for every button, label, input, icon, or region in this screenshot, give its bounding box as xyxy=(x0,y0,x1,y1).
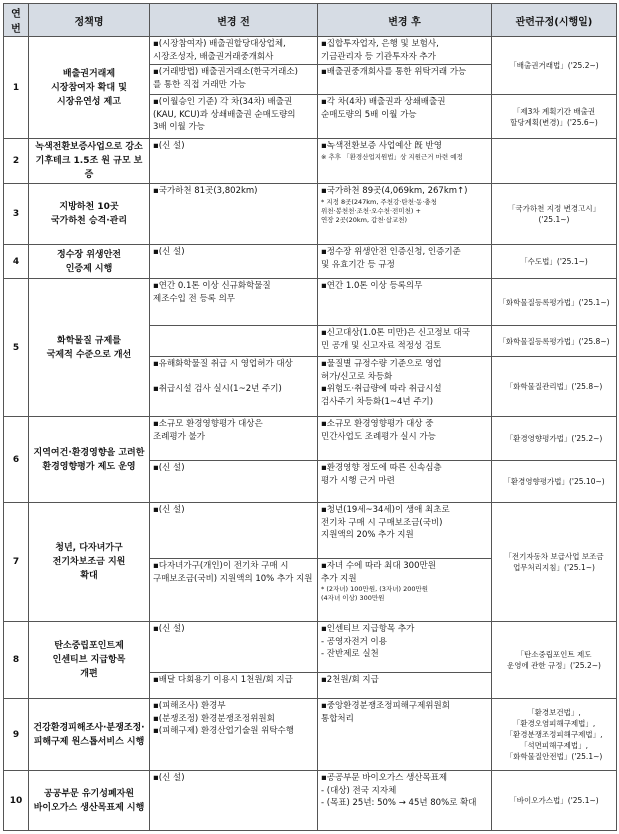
before-text: ▪배달 다회용기 이용시 1천원/회 지급 xyxy=(153,675,293,685)
regulation-cell xyxy=(492,503,617,622)
after-note: 연장 2곳(20km, 갑천·삽교천) xyxy=(321,215,408,224)
regulation-text: 「석면피해구제법」, xyxy=(519,741,589,750)
policy-name-line: 시장참여자 확대 및 xyxy=(51,82,127,93)
row-number: 4 xyxy=(4,245,29,279)
after-cell xyxy=(318,245,492,279)
before-text: ▪취급시설 검사 실시(1~2년 주기) xyxy=(153,384,282,394)
after-cell xyxy=(318,279,492,326)
after-cell xyxy=(318,622,492,673)
regulation-cell xyxy=(492,417,617,461)
regulation-text: 「탄소중립포인트 제도 xyxy=(516,650,592,659)
regulation-text: 업무처리지침」('25.1~) xyxy=(513,563,595,572)
policy-name-line: 배출권거래제 xyxy=(62,68,116,79)
row-number: 2 xyxy=(4,139,29,184)
regulation-cell xyxy=(492,245,617,279)
before-text: 제조수입 전 등록 의무 xyxy=(153,293,236,304)
regulation-text: 「수도법」('25.1~) xyxy=(520,257,588,266)
table-row xyxy=(4,184,617,245)
after-text: - 잔반제로 실천 xyxy=(321,649,379,659)
table-row xyxy=(4,417,617,461)
before-text: ▪(신 설) xyxy=(153,463,185,473)
regulation-text: 「화학물질관리법」('25.8~) xyxy=(505,382,603,391)
after-text: - (대상) 전국 지자체 xyxy=(321,785,397,796)
table-row xyxy=(4,245,617,279)
policy-name xyxy=(29,139,150,184)
regulation-cell xyxy=(492,139,617,184)
after-cell xyxy=(318,37,492,65)
table-row xyxy=(4,139,617,184)
table-row xyxy=(4,771,617,831)
after-text: ▪환경영향 정도에 따른 신속심층 xyxy=(321,463,442,473)
row-number: 9 xyxy=(4,699,29,771)
after-text: ▪신고대상(1.0톤 미만)은 신고정보 대국 xyxy=(321,328,470,338)
before-text: ▪(분쟁조정) 환경분쟁조정위원회 xyxy=(153,713,275,724)
policy-name-line: 건강환경피해조사·분쟁조정· xyxy=(33,722,145,733)
after-cell xyxy=(318,673,492,699)
after-text: - 공영자전거 이용 xyxy=(321,636,387,647)
regulation-text: 「제3차 계획기간 배출권 xyxy=(512,106,596,116)
regulation-cell xyxy=(492,771,617,831)
after-cell xyxy=(318,326,492,357)
policy-name-line: 정수장 위생안전 xyxy=(57,249,121,260)
regulation-text: 「환경영향평가법」('25.10~) xyxy=(503,477,605,486)
regulation-text: 「환경분쟁조정피해구제법」, xyxy=(505,730,603,739)
before-cell xyxy=(150,139,318,184)
before-text: ▪(피해구제) 환경산업기술원 위탁수행 xyxy=(153,726,294,736)
header-before: 변경 전 xyxy=(150,4,318,37)
policy-name-line: 개편 xyxy=(80,669,98,679)
after-cell xyxy=(318,357,492,417)
policy-name xyxy=(29,245,150,279)
after-cell xyxy=(318,139,492,184)
after-text: ▪중앙환경분쟁조정피해구제위원회 xyxy=(321,701,450,711)
before-text: ▪유해화학물질 취급 시 영업허가 대상 xyxy=(153,359,293,369)
after-text: 검사주기 차등화(1~4년 주기) xyxy=(321,396,434,407)
regulation-text: 「환경보건법」, xyxy=(527,708,581,717)
regulation-text: 「환경영향평가법」('25.2~) xyxy=(505,434,603,443)
after-note: * 지정 8곳(247km, 주천강·탄천·동·충청 xyxy=(321,197,437,206)
policy-name-line: 국가하천 승격·관리 xyxy=(50,216,128,226)
policy-name xyxy=(29,699,150,771)
policy-name xyxy=(29,37,150,139)
before-cell xyxy=(150,503,318,559)
header-after: 변경 후 xyxy=(318,4,492,37)
table-row xyxy=(4,37,617,65)
after-text: 통합처리 xyxy=(321,713,354,724)
after-cell xyxy=(318,184,492,245)
after-cell xyxy=(318,65,492,95)
row-number: 3 xyxy=(4,184,29,245)
policy-name xyxy=(29,622,150,699)
after-text: ▪녹색전환보증 사업예산 旣 반영 xyxy=(321,141,442,151)
after-text: 기금관리자 등 기관투자자 추가 xyxy=(321,51,436,62)
policy-name xyxy=(29,503,150,622)
table-row xyxy=(4,503,617,559)
before-text: 를 통한 직접 거래만 가능 xyxy=(153,79,246,90)
regulation-text: 「바이오가스법」('25.1~) xyxy=(509,796,599,805)
before-cell xyxy=(150,279,318,326)
before-cell xyxy=(150,65,318,95)
regulation-text: 「화학물질등록평가법」('25.8~) xyxy=(498,336,610,346)
before-text: ▪(신 설) xyxy=(153,505,185,515)
table-body xyxy=(4,37,617,831)
header-no: 연번 xyxy=(4,4,29,37)
after-text: 민간사업도 조례평가 실시 가능 xyxy=(321,431,436,442)
regulation-text: 「환경오염피해구제법」, xyxy=(512,719,596,728)
before-text: ▪(이월승인 기준) 각 차(34차) 배출권 xyxy=(153,97,293,107)
after-note: ※ 추후 「환경산업지원법」상 지원근거 마련 예정 xyxy=(321,152,463,161)
after-cell xyxy=(318,503,492,559)
after-note: 위천·봉천천·조천·오수천·전미천) + xyxy=(321,206,421,215)
policy-name xyxy=(29,417,150,503)
policy-name-line: 환경영향평가 제도 운영 xyxy=(42,461,136,472)
after-cell xyxy=(318,95,492,139)
regulation-cell xyxy=(492,184,617,245)
before-cell xyxy=(150,673,318,699)
policy-name-line: 인증제 시행 xyxy=(65,263,113,274)
row-number: 5 xyxy=(4,279,29,417)
regulation-text: 「국가하천 지정 변경고시」('25.1~) xyxy=(507,204,601,224)
policy-name-line: 국제적 수준으로 개선 xyxy=(46,349,132,360)
after-text: ▪연간 1.0톤 이상 등록의무 xyxy=(321,281,423,291)
table-row xyxy=(4,699,617,771)
regulation-cell xyxy=(492,622,617,699)
before-text: 조례평가 불가 xyxy=(153,431,205,442)
after-text: ▪국가하천 89곳(4,069km, 267km↑) xyxy=(321,186,468,196)
before-cell xyxy=(150,461,318,503)
before-cell xyxy=(150,245,318,279)
after-note: * (2자녀) 100만원, (3자녀) 200만원 xyxy=(321,585,429,593)
policy-name-line: 지역여건·환경영향을 고려한 xyxy=(33,447,145,458)
policy-name xyxy=(29,184,150,245)
policy-name-line: 녹색전환보증사업으로 강소 xyxy=(35,142,143,152)
policy-name-line: 피해구제 원스톱서비스 시행 xyxy=(33,736,145,747)
after-note: (4자녀 이상) 300만원 xyxy=(321,594,385,602)
before-cell xyxy=(150,622,318,673)
before-cell xyxy=(150,37,318,65)
after-text: 허가/신고로 차등화 xyxy=(321,371,393,382)
after-text: 민 공개 및 신고자료 적정성 검토 xyxy=(321,340,442,351)
before-cell xyxy=(150,184,318,245)
regulation-text: 운영에 관한 규정」('25.2~) xyxy=(507,661,601,670)
row-number: 7 xyxy=(4,503,29,622)
policy-name-line: 전기차보조금 지원 xyxy=(52,557,126,567)
after-cell xyxy=(318,559,492,622)
before-text: ▪다자녀가구(개인)이 전기차 구매 시 xyxy=(153,561,289,571)
after-cell xyxy=(318,771,492,831)
before-cell xyxy=(150,699,318,771)
regulation-cell xyxy=(492,699,617,771)
before-text: ▪(신 설) xyxy=(153,773,185,783)
after-text: ▪배출권중개회사를 통한 위탁거래 가능 xyxy=(321,67,467,77)
after-text: ▪각 차(4차) 배출권과 상쇄배출권 xyxy=(321,97,446,107)
after-text: 및 유효기간 등 규정 xyxy=(321,259,395,270)
before-text: ▪(시장참여자) 배출권할당대상업체, xyxy=(153,39,286,49)
regulation-cell xyxy=(492,37,617,95)
table-row xyxy=(4,622,617,673)
regulation-text: 「화학물질안전법」('25.1~) xyxy=(505,752,603,761)
regulation-text: 「전기자동차 보급사업 보조금 xyxy=(504,552,604,561)
after-text: ▪집합투자업자, 은행 및 보험사, xyxy=(321,39,439,49)
after-text: 추가 지원 xyxy=(321,573,357,584)
row-number: 1 xyxy=(4,37,29,139)
after-cell xyxy=(318,461,492,503)
after-text: - (목표) 25년: 50% → 45년 80%로 확대 xyxy=(321,798,477,808)
row-number: 8 xyxy=(4,622,29,699)
row-number: 6 xyxy=(4,417,29,503)
before-text: 3배 이월 가능 xyxy=(153,122,205,132)
before-text: ▪(신 설) xyxy=(153,247,185,257)
before-text: ▪(거래방법) 배출권거래소(한국거래소) xyxy=(153,67,298,77)
regulation-text: 할당계획(변경)」('25.6~) xyxy=(510,117,598,127)
policy-name-line: 확대 xyxy=(80,571,98,581)
after-text: ▪물질별 규정수량 기준으로 영업 xyxy=(321,359,442,369)
before-text: ▪(신 설) xyxy=(153,141,185,151)
policy-name-line: 기후테크 1.5조 원 규모 보증 xyxy=(35,156,143,180)
after-text: ▪인센티브 지급항목 추가 xyxy=(321,624,415,634)
after-text: 전기차 구매 시 구매보조금(국비) xyxy=(321,517,443,528)
header-policy: 정책명 xyxy=(29,4,150,37)
policy-name-line: 청년, 다자녀가구 xyxy=(55,543,123,553)
before-cell xyxy=(150,95,318,139)
table-header-row xyxy=(4,4,617,37)
before-cell xyxy=(150,771,318,831)
regulation-cell xyxy=(492,95,617,139)
before-text: 구매보조금(국비) 지원액의 10% 추가 지원 xyxy=(153,573,313,584)
after-text: ▪자녀 수에 따라 최대 300만원 xyxy=(321,561,436,571)
before-text: ▪소규모 환경영향평가 대상은 xyxy=(153,419,263,429)
policy-name xyxy=(29,771,150,831)
regulation-cell xyxy=(492,326,617,357)
before-text: 시장조성자, 배출권거래중개회사 xyxy=(153,51,274,62)
header-regulation: 관련규정(시행일) xyxy=(492,4,617,37)
regulation-cell xyxy=(492,357,617,417)
policy-name-line: 인센티브 지급항목 xyxy=(52,655,126,665)
policy-name-line: 공공부문 유기성폐자원 xyxy=(43,788,135,799)
before-text: ▪연간 0.1톤 이상 신규화학물질 xyxy=(153,281,271,291)
table-row xyxy=(4,279,617,326)
policy-name-line: 화학물질 규제를 xyxy=(57,335,121,346)
before-text: ▪(피해조사) 환경부 xyxy=(153,701,226,711)
before-cell xyxy=(150,357,318,417)
after-text: ▪소규모 환경영향평가 대상 중 xyxy=(321,419,434,429)
regulation-cell xyxy=(492,461,617,503)
regulation-cell xyxy=(492,279,617,326)
policy-name-line: 지방하천 10곳 xyxy=(59,202,119,212)
after-text: 평가 시행 근거 마련 xyxy=(321,475,395,486)
before-text: (KAU, KCU)과 상쇄배출권 순매도량의 xyxy=(153,109,296,120)
after-cell xyxy=(318,699,492,771)
regulation-text: 「배출권거래법」('25.2~) xyxy=(509,61,599,70)
after-text: 지원액의 20% 추가 지원 xyxy=(321,530,414,540)
after-text: 순매도량의 5배 이월 가능 xyxy=(321,109,417,120)
before-text xyxy=(153,371,314,384)
after-text: ▪2천원/회 지급 xyxy=(321,675,379,685)
policy-name-line: 시장유연성 제고 xyxy=(57,96,121,107)
before-cell xyxy=(150,559,318,622)
regulation-text: 「화학물질등록평가법」('25.1~) xyxy=(498,297,610,307)
after-text: ▪청년(19세~34세)이 생애 최초로 xyxy=(321,505,450,515)
row-number: 10 xyxy=(4,771,29,831)
after-text: ▪위험도·취급량에 따라 취급시설 xyxy=(321,384,442,394)
after-text: ▪공공부문 바이오가스 생산목표제 xyxy=(321,773,448,783)
policy-name-line: 바이오가스 생산목표제 시행 xyxy=(33,802,145,813)
before-text: ▪(신 설) xyxy=(153,624,185,634)
policy-name xyxy=(29,279,150,417)
policy-change-table xyxy=(3,3,617,831)
before-text: ▪국가하천 81곳(3,802km) xyxy=(153,186,258,196)
after-text: ▪정수장 위생안전 인증신청, 인증기준 xyxy=(321,247,461,257)
before-cell xyxy=(150,417,318,461)
policy-name-line: 탄소중립포인트제 xyxy=(54,641,124,651)
after-cell xyxy=(318,417,492,461)
before-cell xyxy=(150,326,318,357)
